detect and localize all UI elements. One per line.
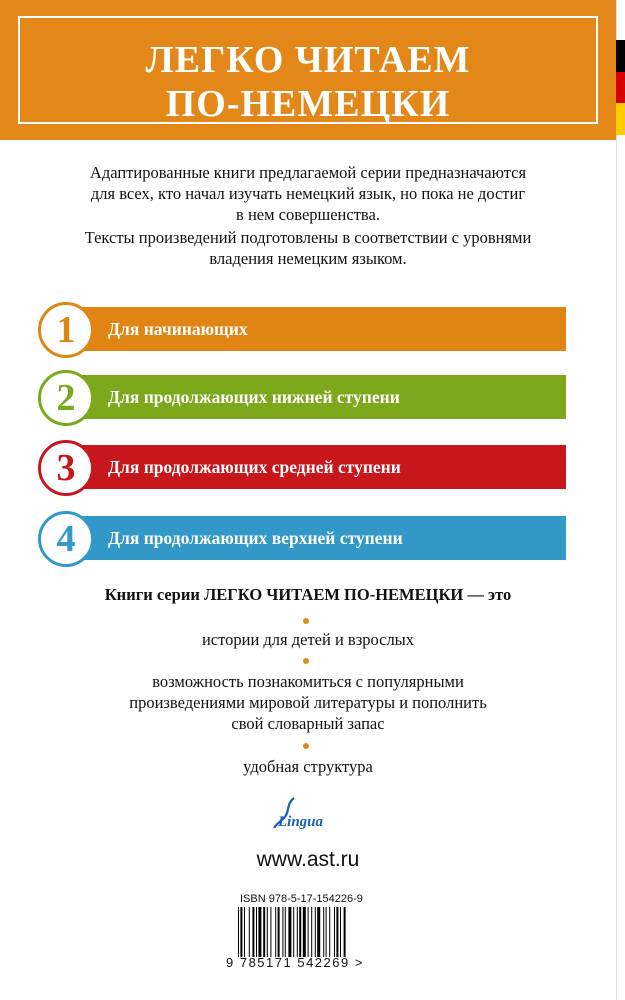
series-title-line2: ПО-НЕМЕЦКИ xyxy=(165,83,451,125)
feature-item: произведениями мировой литературы и пополнить xyxy=(129,693,487,712)
barcode-bar xyxy=(326,907,327,957)
barcode-bar xyxy=(275,907,276,957)
flag-stripe-black xyxy=(616,40,625,72)
barcode-bar xyxy=(323,907,324,957)
website-link: www.ast.ru xyxy=(256,848,360,871)
intro-line: в нем совершенства. xyxy=(236,205,380,224)
logo-text: Lingua xyxy=(278,814,324,830)
isbn-label: ISBN 978-5-17-154226-9 xyxy=(240,893,363,905)
barcode-bar xyxy=(303,907,306,957)
barcode-bar xyxy=(270,907,271,957)
barcode-bar xyxy=(238,907,239,957)
intro-line: Адаптированные книги предлагаемой серии предназначаются xyxy=(89,163,527,182)
level-number-badge: 3 xyxy=(38,440,94,496)
bullet-dot xyxy=(303,743,309,749)
bullet-dot xyxy=(303,618,309,624)
barcode-bar xyxy=(329,907,330,957)
feature-item: удобная структура xyxy=(243,757,373,776)
barcode-bar xyxy=(249,907,250,957)
bullet-dot xyxy=(303,658,309,664)
feature-item: возможность познакомиться с популярными xyxy=(152,672,464,691)
flag-stripe-red xyxy=(616,72,625,104)
barcode-bar xyxy=(315,907,316,957)
barcode-bar xyxy=(293,907,294,957)
feature-item: свой словарный запас xyxy=(231,714,385,733)
barcode-bar xyxy=(297,907,298,957)
barcode-bar xyxy=(258,907,261,957)
level-number-badge: 2 xyxy=(38,370,94,426)
intro-line: для всех, кто начал изучать немецкий язык, но пока не достиг xyxy=(90,184,526,203)
intro-line: владения немецким языком. xyxy=(209,249,407,268)
barcode-bar xyxy=(336,907,338,957)
barcode-digits: 9 785171 542269 > xyxy=(226,955,364,970)
level-label: Для продолжающих верхней ступени xyxy=(108,528,403,548)
barcode-bar xyxy=(299,907,301,957)
level-3 xyxy=(38,440,566,494)
barcode-bar xyxy=(240,907,242,957)
barcode-bar xyxy=(311,907,312,957)
series-heading: Книги серии ЛЕГКО ЧИТАЕМ ПО-НЕМЕЦКИ — это xyxy=(104,585,512,604)
header-banner xyxy=(0,0,616,140)
barcode-bar xyxy=(267,907,268,957)
barcode-bar xyxy=(282,907,283,957)
level-number-badge: 1 xyxy=(38,302,94,358)
publisher-logo xyxy=(272,796,342,832)
level-label: Для продолжающих нижней ступени xyxy=(108,387,400,407)
flag-stripe-gold xyxy=(616,103,625,135)
level-1 xyxy=(38,302,566,356)
series-title-line1: ЛЕГКО ЧИТАЕМ xyxy=(145,39,471,81)
barcode-bar xyxy=(344,907,346,957)
german-flag xyxy=(616,40,625,135)
barcode-bar xyxy=(256,907,257,957)
level-number-badge: 4 xyxy=(38,511,94,567)
level-label: Для продолжающих средней ступени xyxy=(108,457,401,477)
barcode-bar xyxy=(288,907,291,957)
intro-line: Тексты произведений подготовлены в соответствии с уровнями xyxy=(84,228,532,247)
isbn-barcode xyxy=(236,907,386,957)
level-2 xyxy=(38,370,566,424)
barcode-bar xyxy=(244,907,245,957)
level-label: Для начинающих xyxy=(108,319,248,339)
barcode-bar xyxy=(317,907,320,957)
barcode-bar xyxy=(263,907,265,957)
feature-item: истории для детей и взрослых xyxy=(201,630,415,649)
barcode-bar xyxy=(340,907,341,957)
barcode-bar xyxy=(278,907,280,957)
barcode-bar xyxy=(285,907,286,957)
barcode-bar xyxy=(334,907,335,957)
barcode-bar xyxy=(308,907,309,957)
barcode-bar xyxy=(252,907,254,957)
level-4 xyxy=(38,511,566,565)
